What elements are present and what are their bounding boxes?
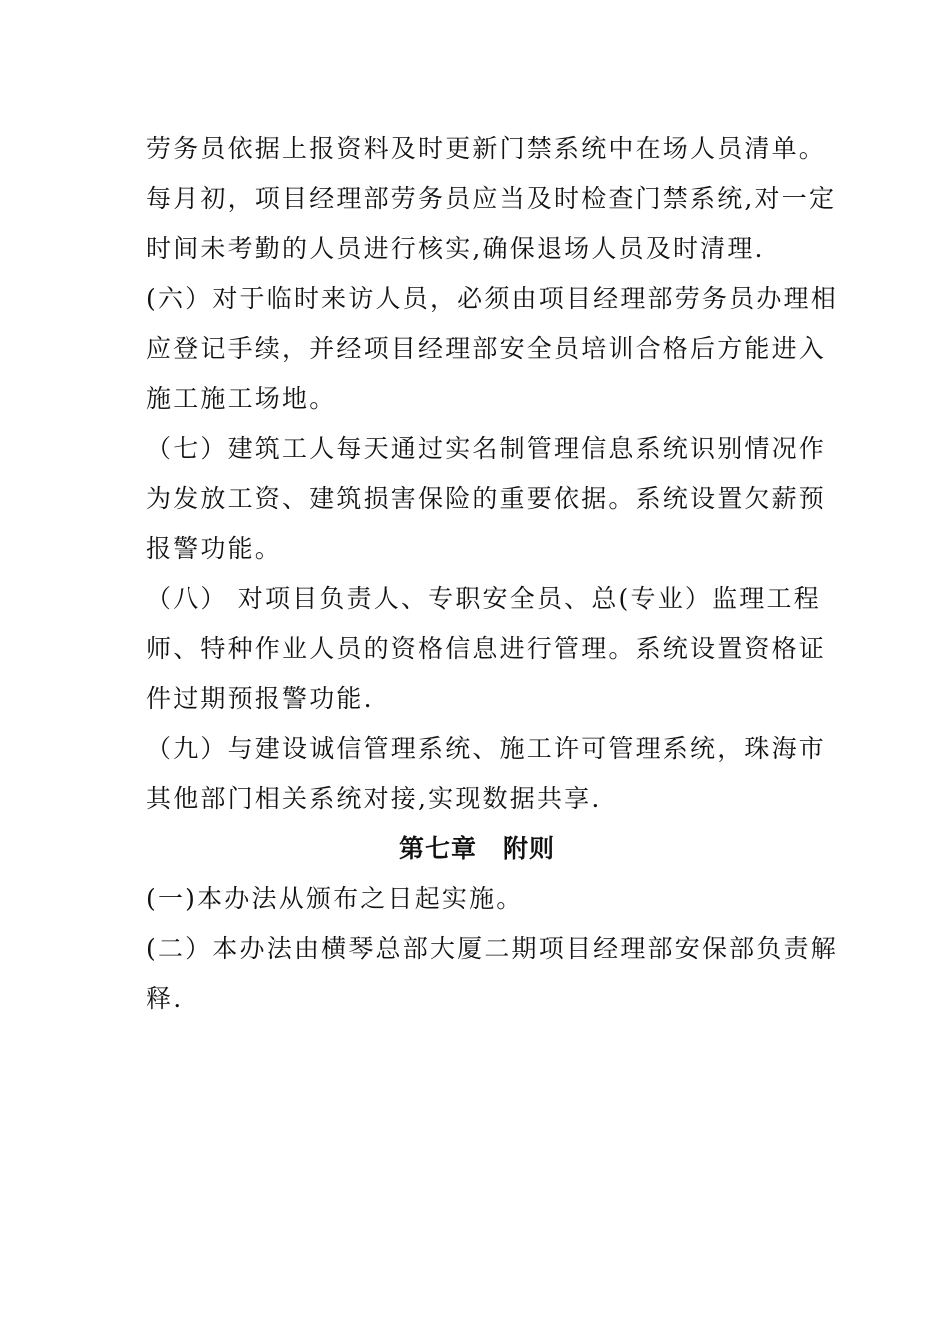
paragraph-line: （七）建筑工人每天通过实名制管理信息系统识别情况作 — [146, 434, 827, 463]
appendix-line: 释. — [146, 984, 184, 1013]
paragraph-line: 劳务员依据上报资料及时更新门禁系统中在场人员清单。 — [146, 134, 827, 163]
appendix-line: (一)本办法从颁布之日起实施。 — [146, 884, 524, 913]
document-body — [146, 124, 838, 1024]
paragraph-line: 师、特种作业人员的资格信息进行管理。系统设置资格证 — [146, 634, 827, 663]
paragraph-line: （八） 对项目负责人、专职安全员、总(专业）监理工程 — [146, 584, 821, 613]
paragraph-line: 件过期预报警功能. — [146, 684, 374, 713]
appendix-line: (二）本办法由横琴总部大厦二期项目经理部安保部负责解 — [146, 934, 838, 963]
paragraph-line: 其他部门相关系统对接,实现数据共享. — [146, 784, 602, 813]
paragraph-line: 施工施工场地。 — [146, 384, 337, 413]
paragraph-line: （九）与建设诚信管理系统、施工许可管理系统，珠海市 — [146, 734, 827, 763]
paragraph-line: 报警功能。 — [146, 534, 283, 563]
paragraph-line: (六）对于临时来访人员，必须由项目经理部劳务员办理相 — [146, 284, 838, 313]
chapter-heading: 第七章 附则 — [399, 834, 556, 863]
paragraph-line: 应登记手续，并经项目经理部安全员培训合格后方能进入 — [146, 334, 827, 363]
paragraph-line: 每月初，项目经理部劳务员应当及时检查门禁系统,对一定 — [146, 184, 837, 213]
paragraph-line: 时间未考勤的人员进行核实,确保退场人员及时清理. — [146, 234, 765, 263]
paragraph-line: 为发放工资、建筑损害保险的重要依据。系统设置欠薪预 — [146, 484, 827, 513]
